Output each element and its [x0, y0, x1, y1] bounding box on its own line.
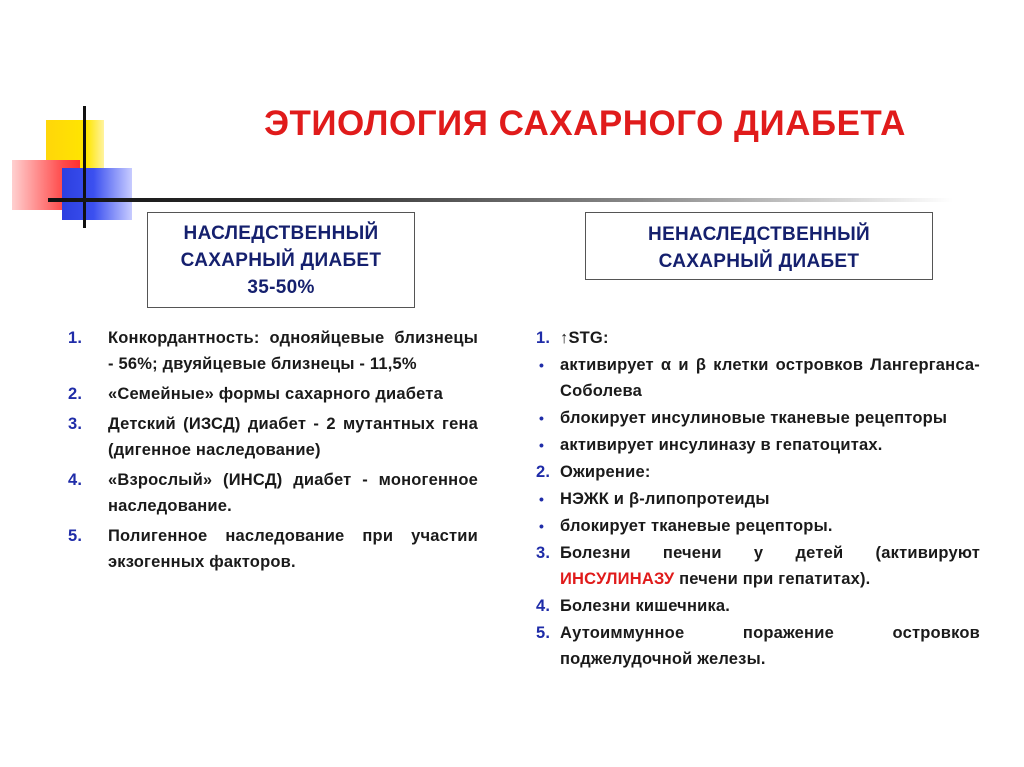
list-text: НЭЖК и β-липопротеиды: [560, 490, 770, 508]
list-text: блокирует тканевые рецепторы.: [560, 517, 833, 535]
list-item: [536, 540, 980, 592]
list-number: 1.: [68, 329, 83, 347]
bullet-icon: •: [539, 437, 545, 453]
list-number: 4.: [68, 471, 83, 489]
text-part: печени при гепатитах).: [674, 570, 871, 588]
hereditary-list: [68, 325, 478, 579]
hereditary-diabetes-box: [147, 212, 415, 308]
box-line: 35-50%: [247, 277, 315, 298]
list-text: [560, 540, 980, 592]
decor-horizontal-rule: [48, 198, 953, 202]
list-number: 4.: [536, 597, 551, 615]
bullet-icon: •: [539, 357, 545, 373]
list-number: 3.: [68, 415, 83, 433]
list-number: 5.: [536, 624, 551, 642]
list-item: [68, 411, 478, 463]
list-text: активирует инсулиназу в гепатоцитах.: [560, 436, 883, 454]
bullet-item: [536, 513, 980, 539]
bullet-icon: •: [539, 491, 545, 507]
bullet-item: [536, 432, 980, 458]
decor-blue-square: [62, 168, 132, 220]
box-line: САХАРНЫЙ ДИАБЕТ: [180, 250, 382, 271]
list-text: Конкордантность: однояйцевые близнецы - 56%; двуяйцевые близнецы - 11,5%: [108, 329, 478, 373]
text-part: Болезни печени у детей (активируют: [560, 544, 980, 562]
list-number: 5.: [68, 527, 83, 545]
list-number: 2.: [536, 463, 551, 481]
bullet-item: [536, 352, 980, 404]
list-number: 3.: [536, 544, 551, 562]
list-text: активирует α и β клетки островков Лангерганса-Соболева: [560, 356, 980, 400]
bullet-icon: •: [539, 410, 545, 426]
list-item: [68, 523, 478, 575]
list-item: [68, 381, 478, 407]
list-text: Ожирение:: [560, 463, 651, 481]
list-item: [68, 325, 478, 377]
list-item: [536, 593, 980, 619]
list-text: Полигенное наследование при участии экзогенных факторов.: [108, 527, 478, 571]
non-hereditary-list: [536, 325, 980, 673]
list-text: «Взрослый» (ИНСД) диабет - моногенное наследование.: [108, 471, 478, 515]
highlight-insulinase: ИНСУЛИНАЗУ: [560, 570, 675, 588]
list-item: [536, 459, 980, 485]
list-item: [68, 467, 478, 519]
bullet-item: [536, 405, 980, 431]
page-title: ЭТИОЛОГИЯ САХАРНОГО ДИАБЕТА: [264, 104, 906, 143]
list-item: [536, 325, 980, 351]
decor-vertical-line: [83, 106, 86, 228]
list-text: блокирует инсулиновые тканевые рецепторы: [560, 409, 948, 427]
list-number: 1.: [536, 329, 551, 347]
box-line: НАСЛЕДСТВЕННЫЙ: [183, 223, 379, 244]
list-number: 2.: [68, 385, 83, 403]
box-line: САХАРНЫЙ ДИАБЕТ: [658, 251, 860, 272]
list-text: ↑STG:: [560, 329, 609, 347]
list-text: Болезни кишечника.: [560, 597, 731, 615]
bullet-item: [536, 486, 980, 512]
list-text: Детский (ИЗСД) диабет - 2 мутантных гена (дигенное наследование): [108, 415, 478, 459]
non-hereditary-diabetes-box: [585, 212, 933, 280]
list-text: «Семейные» формы сахарного диабета: [108, 385, 443, 403]
list-text: Аутоиммунное поражение островков поджелудочной железы.: [560, 624, 980, 668]
list-item: [536, 620, 980, 672]
bullet-icon: •: [539, 518, 545, 534]
box-line: НЕНАСЛЕДСТВЕННЫЙ: [648, 224, 870, 245]
